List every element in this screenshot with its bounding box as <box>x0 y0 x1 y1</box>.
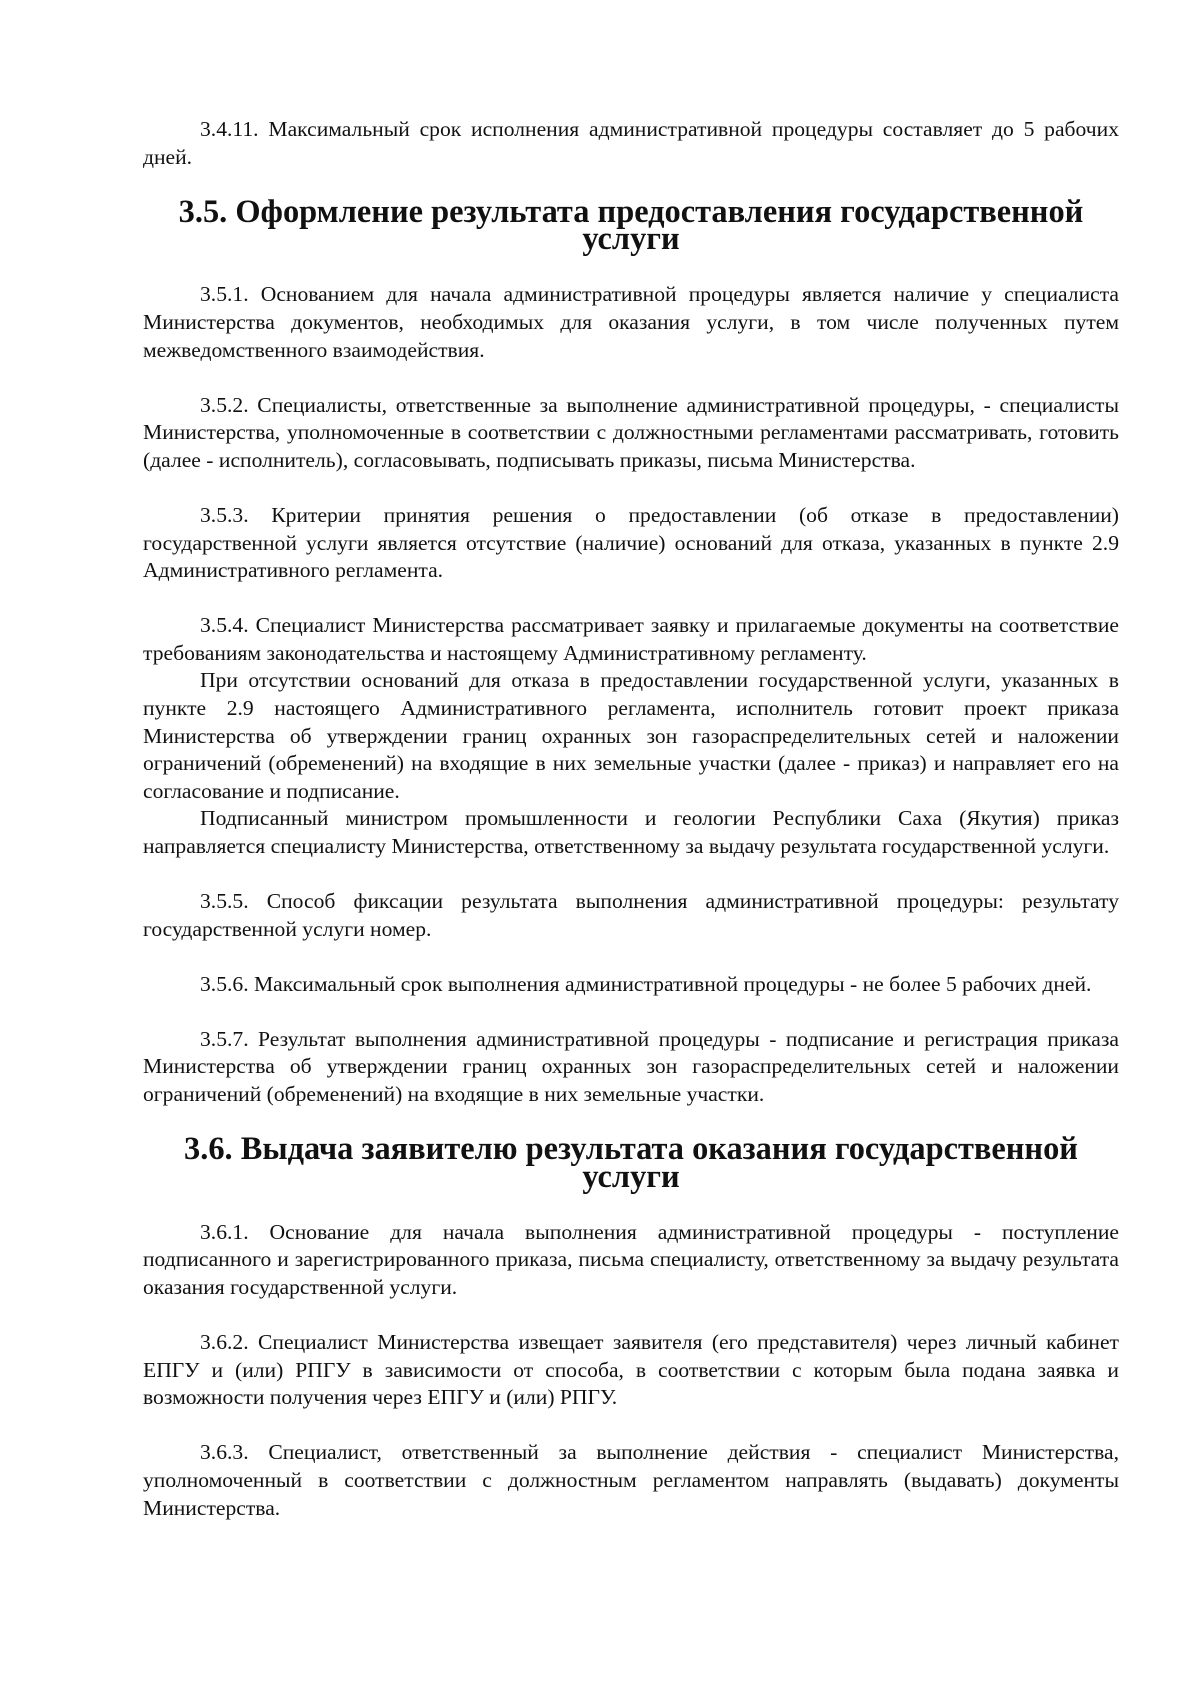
paragraph-text: Подписанный министром промышленности и геологии Республики Саха (Якутия) приказ направляется специалисту Министерства, ответственному за выдачу результата государственной услуги. <box>143 806 1119 858</box>
paragraph-3-5-1 <box>143 281 1119 364</box>
paragraph-3-5-5 <box>143 888 1119 943</box>
paragraph-text: 3.5.3. Критерии принятия решения о предоставлении (об отказе в предоставлении) государственной услуги является отсутствие (наличие) оснований для отказа, указанных в пункте 2.9 Административного регламента. <box>143 502 1119 583</box>
paragraph-3-6-1 <box>143 1219 1119 1302</box>
paragraph-text: 3.5.5. Способ фиксации результата выполнения административной процедуры: результату государственной услуги номер. <box>143 889 1119 941</box>
paragraph-text: 3.6.2. Специалист Министерства извещает заявителя (его представителя) через личный кабинет ЕПГУ и (или) РПГУ в зависимости от способа, в соответствии с которым была подана заявка и возможности получения через ЕПГУ и (или) РПГУ. <box>143 1330 1119 1410</box>
paragraph-3-5-7 <box>143 1026 1119 1109</box>
paragraph-3-5-2 <box>143 392 1119 475</box>
paragraph-text: 3.5.2. Специалисты, ответственные за выполнение административной процедуры, - специалисты Министерства, уполномоченные в соответствии с должностными регламентами рассматривать, готовить (далее - исполнитель), согласовывать, подписывать приказы, письма Министерства. <box>143 392 1119 472</box>
paragraph-3-4-11 <box>143 116 1119 171</box>
paragraph-3-6-3 <box>143 1439 1119 1522</box>
paragraph-text: 3.5.6. Максимальный срок выполнения административной процедуры - не более 5 рабочих дней. <box>200 971 1092 996</box>
document-page <box>143 116 1119 1550</box>
section-heading-3-6: 3.6. Выдача заявителю результата оказания государственной услуги <box>184 1131 1078 1195</box>
paragraph-text: При отсутствии оснований для отказа в предоставлении государственной услуги, указанных в пункте 2.9 настоящего Административного регламента, исполнитель готовит проект приказа Министерства об утверждении границ охранных зон газораспределительных сетей и наложении ограничений (обременений) на входящие в них земельные участки (далее - приказ) и направляет его на согласование и подписание. <box>143 668 1119 803</box>
paragraph-text: 3.6.1. Основание для начала выполнения административной процедуры - поступление подписанного и зарегистрированного приказа, письма специалисту, ответственному за выдачу результата оказания государственной услуги. <box>143 1219 1119 1299</box>
paragraph-3-5-3 <box>143 502 1119 585</box>
paragraph-text: 3.5.7. Результат выполнения административной процедуры - подписание и регистрация приказа Министерства об утверждении границ охранных зон газораспределительных сетей и наложении ограничений (обременений) на входящие в них земельные участки. <box>143 1026 1119 1107</box>
paragraph-text: 3.5.4. Специалист Министерства рассматривает заявку и прилагаемые документы на соответствие требованиям законодательства и настоящему Административному регламенту. <box>143 613 1119 665</box>
paragraph-text: 3.4.11. Максимальный срок исполнения административной процедуры составляет до 5 рабочих дней. <box>143 117 1119 169</box>
paragraph-text: 3.5.1. Основанием для начала административной процедуры является наличие у специалиста Министерства документов, необходимых для оказания услуги, в том числе полученных путем межведомственного взаимодействия. <box>143 282 1119 362</box>
paragraph-3-5-4 <box>143 612 1119 860</box>
paragraph-3-6-2 <box>143 1329 1119 1412</box>
paragraph-text: 3.6.3. Специалист, ответственный за выполнение действия - специалист Министерства, уполномоченный в соответствии с должностным регламентом направлять (выдавать) документы Министерства. <box>143 1440 1119 1520</box>
section-heading-3-5: 3.5. Оформление результата предоставления государственной услуги <box>178 193 1084 258</box>
paragraph-3-5-6 <box>143 971 1119 999</box>
